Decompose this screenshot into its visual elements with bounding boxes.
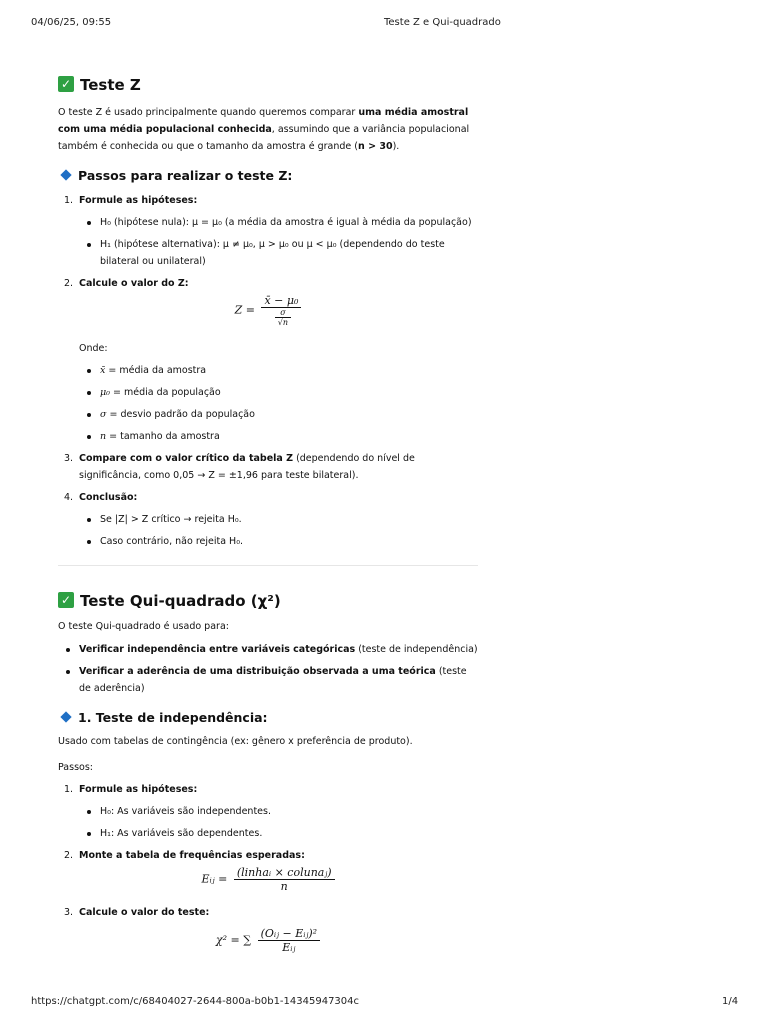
- list-item: Verificar independência entre variáveis categóricas (teste de independência): [79, 641, 478, 658]
- list-item: n = tamanho da amostra: [100, 428, 478, 445]
- qui-intro: O teste Qui-quadrado é usado para:: [58, 621, 229, 632]
- list-item: 3. Compare com o valor crítico da tabela Z (dependendo do nível de significância, como 0,05 → Z = ±1,96 para teste bilateral).: [64, 453, 415, 481]
- list-item: Se |Z| > Z crítico → rejeita H₀.: [100, 511, 478, 528]
- list-item: 4. Conclusão:: [64, 492, 138, 503]
- diamond-icon: [60, 169, 71, 180]
- print-title: Teste Z e Qui-quadrado: [384, 17, 501, 28]
- list-item: H₁ (hipótese alternativa): μ ≠ μ₀, μ > μ₀ ou μ < μ₀ (dependendo do teste bilateral ou unilateral): [100, 236, 478, 270]
- formula-expected-frequency: Eᵢⱼ = $\frac{\text{(linhaᵢ × colunaⱼ)}}{n}$: [58, 864, 478, 904]
- list-item: H₀: As variáveis são independentes.: [100, 803, 478, 820]
- list-item: Caso contrário, não rejeita H₀.: [100, 533, 478, 550]
- formula-z: Z = $\frac{\text{x̄ − μ₀}}{\frac{\sigma}{√n}}$: [58, 292, 478, 340]
- section-title-qui-quadrado: ✓ Teste Qui-quadrado (χ²): [58, 588, 478, 614]
- passos-label: Passos:: [58, 762, 93, 773]
- list-item: 2. Monte a tabela de frequências esperadas:: [64, 850, 305, 861]
- list-item: 1. Formule as hipóteses:: [64, 195, 198, 206]
- formula-chi-square: χ² = ∑ $\frac{\text{(Oᵢⱼ − Eᵢⱼ)²}}{\text{Eᵢⱼ}}$: [58, 921, 478, 967]
- check-mark-icon: ✓: [58, 592, 74, 608]
- print-datetime: 04/06/25, 09:55: [31, 17, 112, 28]
- teste-z-intro: O teste Z é usado principalmente quando queremos comparar uma média amostral com uma média populacional conhecida, assumindo que a variância populacional também é conhecida ou que o tamanho da amostra é grande (n > 30).: [58, 107, 470, 152]
- list-item: Verificar a aderência de uma distribuição observada a uma teórica (teste de aderência): [79, 663, 478, 697]
- steps-title: Passos para realizar o teste Z:: [58, 165, 478, 187]
- document-content: [58, 72, 478, 967]
- independence-intro: Usado com tabelas de contingência (ex: gênero x preferência de produto).: [58, 736, 413, 747]
- independence-title: 1. Teste de independência:: [58, 707, 478, 729]
- list-item: H₁: As variáveis são dependentes.: [100, 825, 478, 842]
- list-item: x̄ = média da amostra: [100, 362, 478, 379]
- list-item: 3. Calcule o valor do teste:: [64, 907, 210, 918]
- list-item: σ = desvio padrão da população: [100, 406, 478, 423]
- print-url: https://chatgpt.com/c/68404027-2644-800a-b0b1-14345947304c: [31, 996, 360, 1007]
- list-item: 1. Formule as hipóteses:: [64, 784, 198, 795]
- section-title-teste-z: ✓ Teste Z: [58, 72, 478, 98]
- diamond-icon: [60, 711, 71, 722]
- list-item: μ₀ = média da população: [100, 384, 478, 401]
- onde-label: Onde:: [79, 343, 108, 354]
- page-number: 1/4: [722, 996, 739, 1007]
- check-mark-icon: ✓: [58, 76, 74, 92]
- list-item: 2. Calcule o valor do Z:: [64, 278, 189, 289]
- list-item: H₀ (hipótese nula): μ = μ₀ (a média da amostra é igual à média da população): [100, 214, 478, 231]
